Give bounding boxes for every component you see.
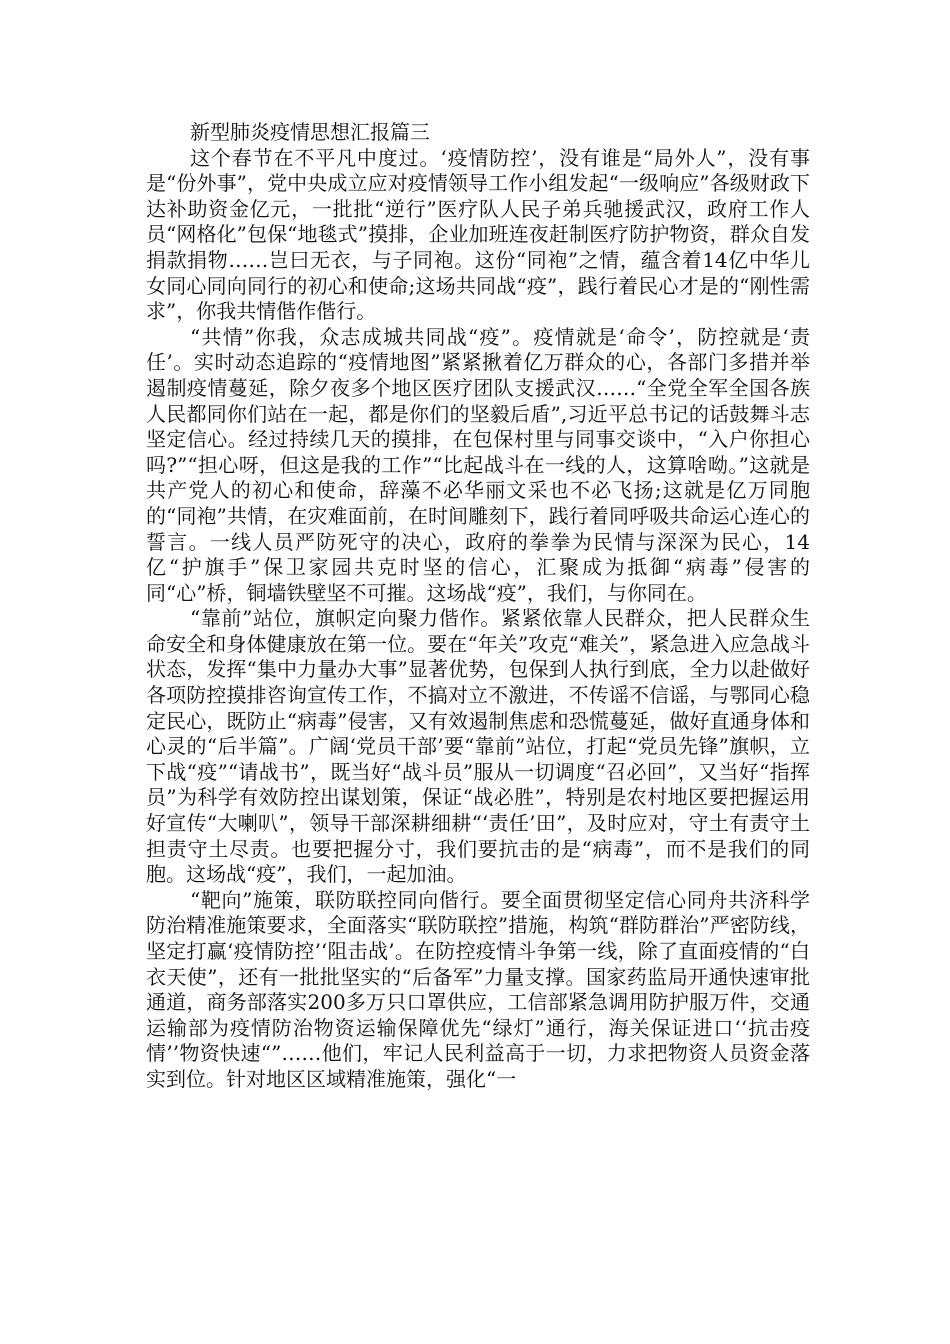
document-title: 新型肺炎疫情思想汇报篇三 xyxy=(190,120,430,144)
paragraph-3: “靠前”站位，旗帜定向聚力偕作。紧紧依靠人民群众，把人民群众生命安全和身体健康放在第一位。要在“年关”攻克“难关”，紧急进入应急战斗状态，发挥“集中力量办大事”显著优势，包保到人执行到底，全力以赴做好各项防控摸排咨询宣传工作，不搞对立不激进，不传谣不信谣，与鄂同心稳定民心，既防止“病毒”侵害，又有效遏制焦虑和恐慌蔓延，做好直通身体和心灵的“后半篇”。广阔‘党员干部’要“靠前”站位，打起“党员先锋”旗帜，立下战“疫”“请战书”，既当好“战斗员”服从一切调度“召必回”，又当好“指挥员”为科学有效防控出谋划策，保证“战必胜”，特别是农村地区要把握运用好宣传“大喇叭”，领导干部深耕细耕“‘责任’田”，及时应对，守土有责守土担责守土尽责。也要把握分寸，我们要抗击的是“病毒”，而不是我们的同胞。这场战“疫”，我们，一起加油。 xyxy=(146,606,810,887)
paragraph-1: 这个春节在不平凡中度过。‘疫情防控’，没有谁是“局外人”，没有事是“份外事”，党中央成立应对疫情领导工作小组发起“一级响应”各级财政下达补助资金亿元，一批批“逆行”医疗队人民子弟兵驰援武汉，政府工作人员“网格化”包保“地毯式”摸排，企业加班连夜赶制医疗防护物资，群众自发捐款捐物……岂曰无衣，与子同袍。这份“同袍”之情，蕴含着14亿中华儿女同心同向同行的初心和使命;这场共同战“疫”，践行着民心才是的“刚性需求”，你我共情偕作偕行。 xyxy=(146,145,810,324)
paragraph-4: “靶向”施策，联防联控同向偕行。要全面贯彻坚定信心同舟共济科学防治精准施策要求，全面落实“联防联控”措施，构筑“群防群治”严密防线，坚定打赢‘疫情防控’‘阻击战’。在防控疫情斗争第一线，除了直面疫情的“白衣天使”，还有一批批坚实的“后备军”力量支撑。国家药监局开通快速审批通道，商务部落实200多万只口罩供应，工信部紧急调用防护服万件，交通运输部为疫情防治物资运输保障优先“绿灯”通行，海关保证进口‘‘抗击疫情’’物资快速“”……他们，牢记人民利益高于一切，力求把物资人员资金落实到位。针对地区区域精准施策，强化“一 xyxy=(146,887,810,1091)
paragraph-2: “共情”你我，众志成城共同战“疫”。疫情就是‘命令’，防控就是‘责任’。实时动态追踪的“疫情地图”紧紧揪着亿万群众的心，各部门多措并举遏制疫情蔓延，除夕夜多个地区医疗团队支援武汉……“全党全军全国各族人民都同你们站在一起，都是你们的坚毅后盾”,习近平总书记的话鼓舞斗志坚定信心。经过持续几天的摸排，在包保村里与同事交谈中，“入户你担心吗?”“担心呀，但这是我的工作”“比起战斗在一线的人，这算啥呦。”这就是共产党人的初心和使命，辞藻不必华丽文采也不必飞扬;这就是亿万同胞的“同袍”共情，在灾难面前，在时间雕刻下，践行着同呼吸共命运心连心的誓言。一线人员严防死守的决心，政府的拳拳为民情与深深为民心，14亿“护旗手”保卫家园共克时坚的信心，汇聚成为抵御“病毒”侵害的同“心”桥，铜墙铁壁坚不可摧。这场战“疫”，我们，与你同在。 xyxy=(146,324,810,605)
document-body xyxy=(146,120,810,1093)
